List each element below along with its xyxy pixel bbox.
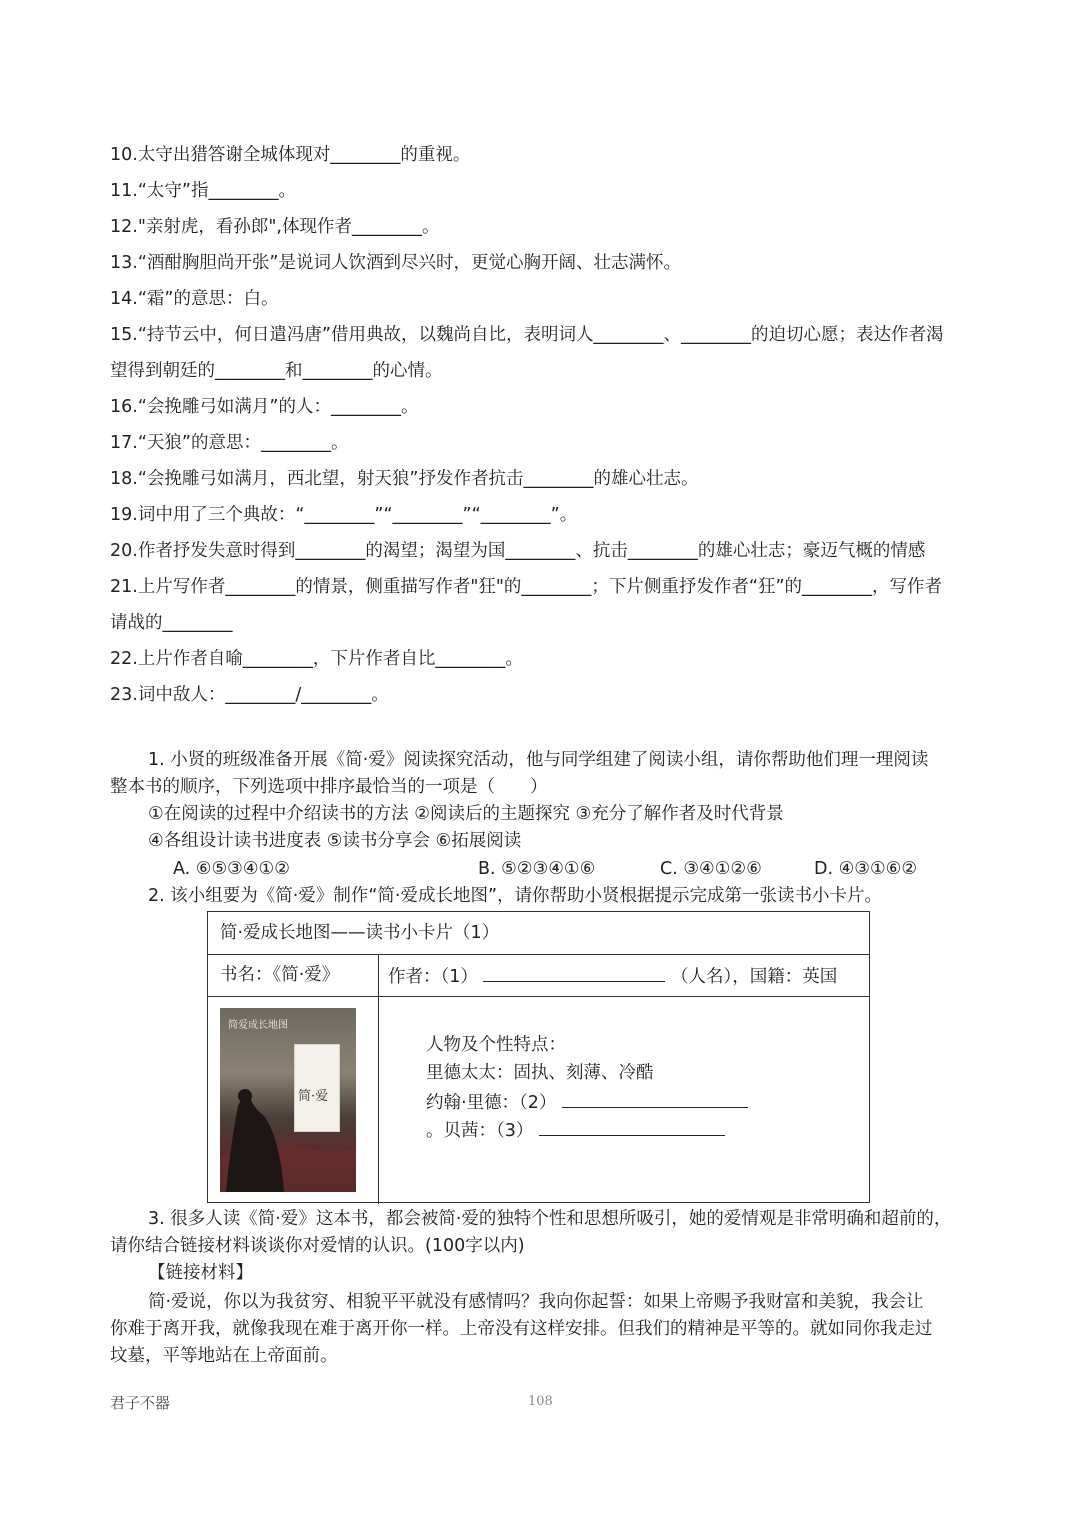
question-15-line1: 15.“持节云中，何日遣冯唐”借用典故，以魏尚自比，表明词人________、________的迫切心愿；表达作者渴 [110,325,944,345]
question-13: 13.“酒酣胸胆尚开张”是说词人饮酒到尽兴时，更觉心胸开阔、壮志满怀。 [110,253,681,273]
author-blank[interactable] [483,963,665,982]
question-12: 12."亲射虎，看孙郎",体现作者________。 [110,217,440,237]
book-name: 书名：《简·爱》 [220,965,340,985]
q3-stem-line2: 请你结合链接材料谈谈你对爱情的认识。(100字以内) [110,1236,525,1256]
author-line [388,963,837,989]
question-10: 10.太守出猎答谢全城体现对________的重视。 [110,145,471,165]
traits-heading: 人物及个性特点： [426,1035,566,1055]
question-20: 20.作者抒发失意时得到________的渴望；渴望为国________、抗击________的雄心壮志；豪迈气概的情感 [110,541,926,561]
question-18: 18.“会挽雕弓如满月，西北望，射天狼”抒发作者抗击________的雄心壮志。 [110,469,699,489]
card-book-row [208,954,869,997]
trait-mrs-reed: 里德太太：固执、刻薄、冷酷 [426,1063,654,1083]
trait-bessie [426,1117,725,1143]
cover-figure-illustration [220,1008,356,1192]
question-21-line2: 请战的________ [110,613,233,633]
footer-motto: 君子不器 [110,1394,171,1412]
bessie-blank[interactable] [539,1117,725,1136]
question-22: 22.上片作者自喻________，下片作者自比________。 [110,649,523,669]
question-23: 23.词中敌人：________/________。 [110,685,389,705]
link-material-para1: 简·爱说，你以为我贫穷、相貌平平就没有感情吗？我向你起誓：如果上帝赐予我财富和美貌，我会让 [148,1292,924,1312]
cover-title: 简·爱 [298,1089,329,1104]
author-suffix: （人名），国籍：英国 [671,967,838,987]
q1-stem-line1: 1. 小贤的班级准备开展《简·爱》阅读探究活动，他与同学组建了阅读小组，请你帮助他们理一理阅读 [148,750,929,770]
book-cover-image [220,1008,356,1192]
question-19: 19.词中用了三个典故：“________”“________”“________”。 [110,505,578,525]
q3-stem-line1: 3. 很多人读《简·爱》这本书，都会被简·爱的独特个性和思想所吸引，她的爱情观是非常明确和超前的， [148,1209,952,1229]
trait-bessie-label: 。贝茜：（3） [426,1121,534,1141]
card-title: 简·爱成长地图——读书小卡片（1） [220,923,500,943]
column-divider [378,954,379,1204]
question-21-line1: 21.上片写作者________的情景，侧重描写作者"狂"的________；下片侧重抒发作者“狂”的________，写作者 [110,577,943,597]
question-16: 16.“会挽雕弓如满月”的人：________。 [110,397,419,417]
question-17: 17.“天狼”的意思：________。 [110,433,349,453]
q1-stem-line2: 整本书的顺序，下列选项中排序最恰当的一项是（ ） [110,777,548,797]
option-b[interactable]: B. ⑤②③④①⑥ [478,859,596,879]
q1-items-line2: ④各组设计读书进度表 ⑤读书分享会 ⑥拓展阅读 [148,831,522,851]
page-number: 108 [528,1394,553,1409]
question-11: 11.“太守”指________。 [110,181,296,201]
trait-john-reed [426,1089,748,1115]
card-header [208,912,869,955]
link-material-para2: 你难于离开我，就像我现在难于离开你一样。上帝没有这样安排。但我们的精神是平等的。就如同你我走过 [110,1319,933,1339]
author-prefix: 作者：（1） [388,967,478,987]
question-15-line2: 望得到朝廷的________和________的心情。 [110,361,443,381]
trait-john-reed-label: 约翰·里德：（2） [426,1093,557,1113]
q1-items-line1: ①在阅读的过程中介绍读书的方法 ②阅读后的主题探究 ③充分了解作者及时代背景 [148,804,784,824]
question-14: 14.“霜”的意思：白。 [110,289,279,309]
link-material-heading: 【链接材料】 [148,1263,253,1283]
john-reed-blank[interactable] [562,1089,748,1108]
option-a[interactable]: A. ⑥⑤③④①② [173,859,290,879]
q2-stem: 2. 该小组要为《简·爱》制作“简·爱成长地图”，请你帮助小贤根据提示完成第一张读书小卡片。 [148,886,883,906]
option-c[interactable]: C. ③④①②⑥ [660,859,762,879]
option-d[interactable]: D. ④③①⑥② [814,859,918,879]
reading-card [207,911,870,1203]
cover-subtitle: 简爱成长地图 [228,1020,288,1031]
link-material-para3: 坟墓，平等地站在上帝面前。 [110,1346,338,1366]
